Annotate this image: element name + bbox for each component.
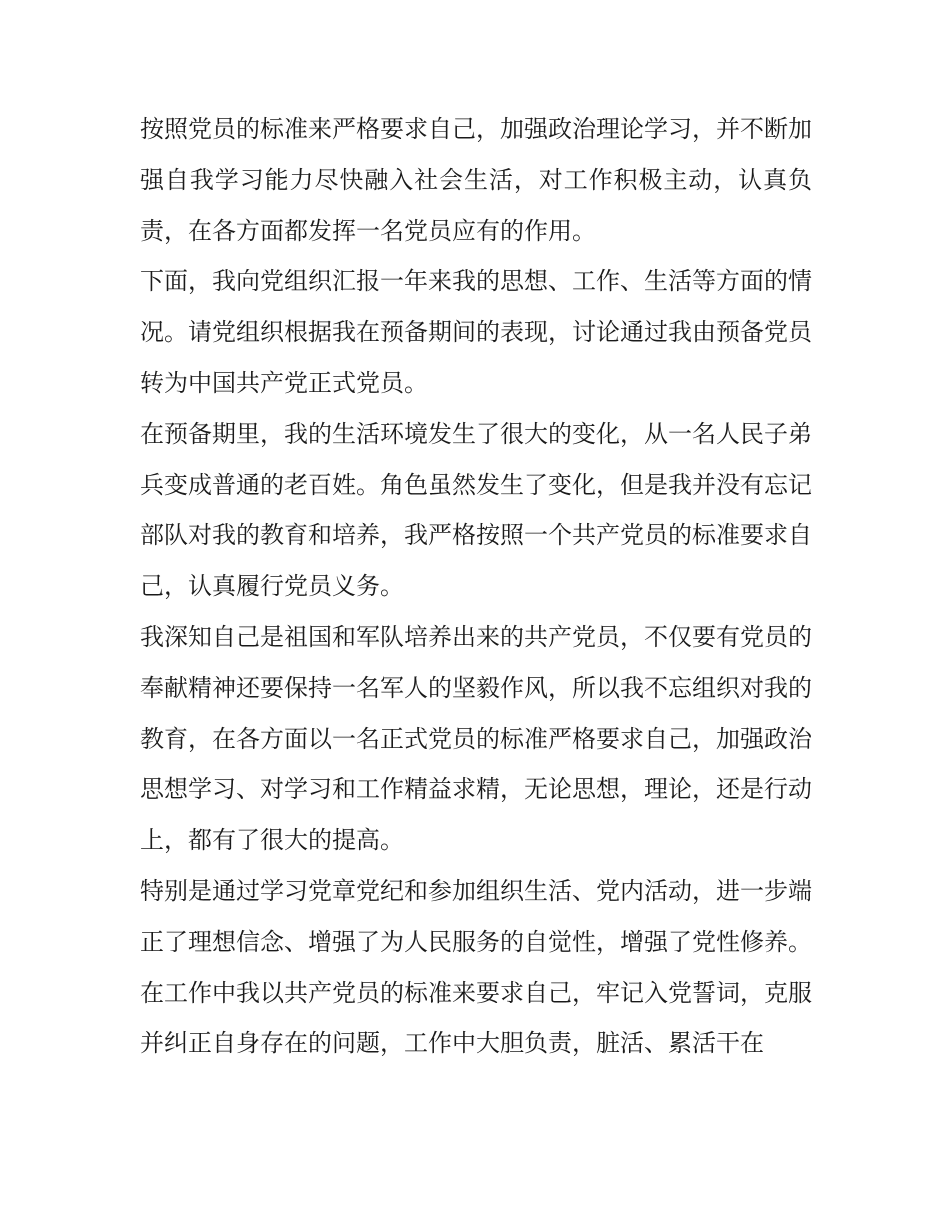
paragraph-5: 特别是通过学习党章党纪和参加组织生活、党内活动，进一步端正了理想信念、增强了为人民服务的自觉性，增强了党性修养。 bbox=[140, 876, 812, 956]
paragraph-3: 在预备期里，我的生活环境发生了很大的变化，从一名人民子弟兵变成普通的老百姓。角色虽然发生了变化，但是我并没有忘记部队对我的教育和培养，我严格按照一个共产党员的标准要求自己，认真履行党员义务。 bbox=[140, 419, 812, 601]
document-body bbox=[140, 104, 812, 1069]
paragraph-6: 在工作中我以共产党员的标准来要求自己，牢记入党誓词，克服并纠正自身存在的问题，工作中大胆负责，脏活、累活干在 bbox=[140, 978, 812, 1058]
paragraph-1: 按照党员的标准来严格要求自己，加强政治理论学习，并不断加强自我学习能力尽快融入社会生活，对工作积极主动，认真负责，在各方面都发挥一名党员应有的作用。 bbox=[140, 115, 812, 245]
paragraph-4: 我深知自己是祖国和军队培养出来的共产党员，不仅要有党员的奉献精神还要保持一名军人的坚毅作风，所以我不忘组织对我的教育，在各方面以一名正式党员的标准严格要求自己，加强政治思想学习、对学习和工作精益求精，无论思想，理论，还是行动上，都有了很大的提高。 bbox=[140, 622, 812, 855]
paragraph-2: 下面，我向党组织汇报一年来我的思想、工作、生活等方面的情况。请党组织根据我在预备期间的表现，讨论通过我由预备党员转为中国共产党正式党员。 bbox=[140, 267, 812, 397]
